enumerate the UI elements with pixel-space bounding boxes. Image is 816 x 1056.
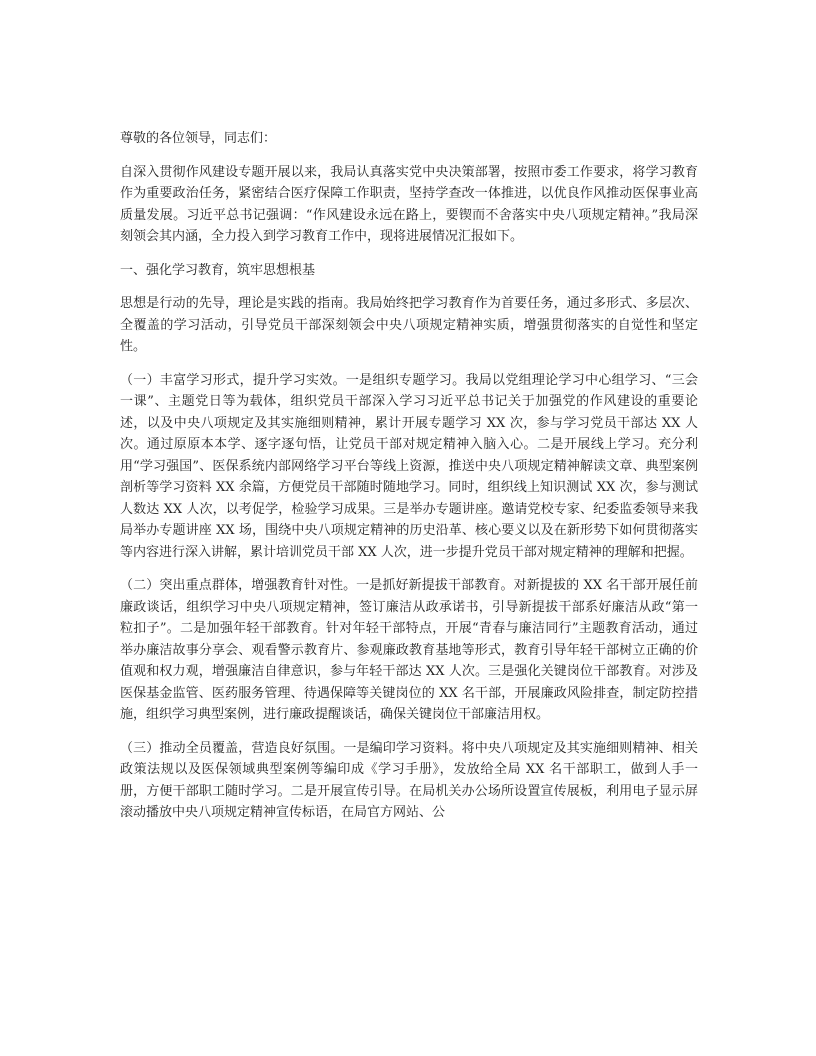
item-1-paragraph: （一）丰富学习形式，提升学习实效。一是组织专题学习。我局以党组理论学习中心组学习、“三会一课”、主题党日等为载体，组织党员干部深入学习习近平总书记关于加强党的作风建设的重要论述，以及中央八项规定及其实施细则精神，累计开展专题学习 XX 次，参与学习党员干部达 XX 人次。通过原原本本学、逐字逐句悟，让党员干部对规定精神入脑入心。二是开展线上学习。充分利用“学习强国”、医保系统内部网络学习平台等线上资源，推送中央八项规定精神解读文章、典型案例剖析等学习资料 XX 余篇，方便党员干部随时随地学习。同时，组织线上知识测试 XX 次，参与测试人数达 XX 人次，以考促学，检验学习成果。三是举办专题讲座。邀请党校专家、纪委监委领导来我局举办专题讲座 XX 场，围绕中央八项规定精神的历史沿革、核心要义以及在新形势下如何贯彻落实等内容进行深入讲解，累计培训党员干部 XX 人次，进一步提升党员干部对规定精神的理解和把握。 [120, 372, 698, 560]
item-2-paragraph: （二）突出重点群体，增强教育针对性。一是抓好新提拔干部教育。对新提拔的 XX 名干部开展任前廉政谈话，组织学习中央八项规定精神，签订廉洁从政承诺书，引导新提拔干部系好廉洁从政“第一粒扣子”。二是加强年轻干部教育。针对年轻干部特点，开展“青春与廉洁同行”主题教育活动，通过举办廉洁故事分享会、观看警示教育片、参观廉政教育基地等形式，教育引导年轻干部树立正确的价值观和权力观，增强廉洁自律意识，参与年轻干部达 XX 人次。三是强化关键岗位干部教育。对涉及医保基金监管、医药服务管理、待遇保障等关键岗位的 XX 名干部，开展廉政风险排查，制定防控措施，组织学习典型案例，进行廉政提醒谈话，确保关键岗位干部廉洁用权。 [120, 578, 698, 722]
item-3-paragraph: （三）推动全员覆盖，营造良好氛围。一是编印学习资料。将中央八项规定及其实施细则精神、相关政策法规以及医保领域典型案例等编印成《学习手册》，发放给全局 XX 名干部职工，做到人手一册，方便干部职工随时学习。二是开展宣传引导。在局机关办公场所设置宣传展板，利用电子显示屏滚动播放中央八项规定精神宣传标语，在局官方网站、公 [120, 740, 698, 820]
document-page [120, 128, 698, 836]
intro-paragraph: 自深入贯彻作风建设专题开展以来，我局认真落实党中央决策部署，按照市委工作要求，将学习教育作为重要政治任务，紧密结合医疗保障工作职责，坚持学查改一体推进，以优良作风推动医保事业高质量发展。习近平总书记强调：“作风建设永远在路上，要锲而不舍落实中央八项规定精神。”我局深刻领会其内涵，全力投入到学习教育工作中，现将进展情况汇报如下。 [120, 164, 698, 244]
section-1-intro-paragraph: 思想是行动的先导，理论是实践的指南。我局始终把学习教育作为首要任务，通过多形式、多层次、全覆盖的学习活动，引导党员干部深刻领会中央八项规定精神实质，增强贯彻落实的自觉性和坚定性。 [120, 296, 698, 354]
section-1-heading: 一、强化学习教育，筑牢思想根基 [120, 262, 316, 278]
greeting-line: 尊敬的各位领导，同志们： [120, 131, 277, 146]
